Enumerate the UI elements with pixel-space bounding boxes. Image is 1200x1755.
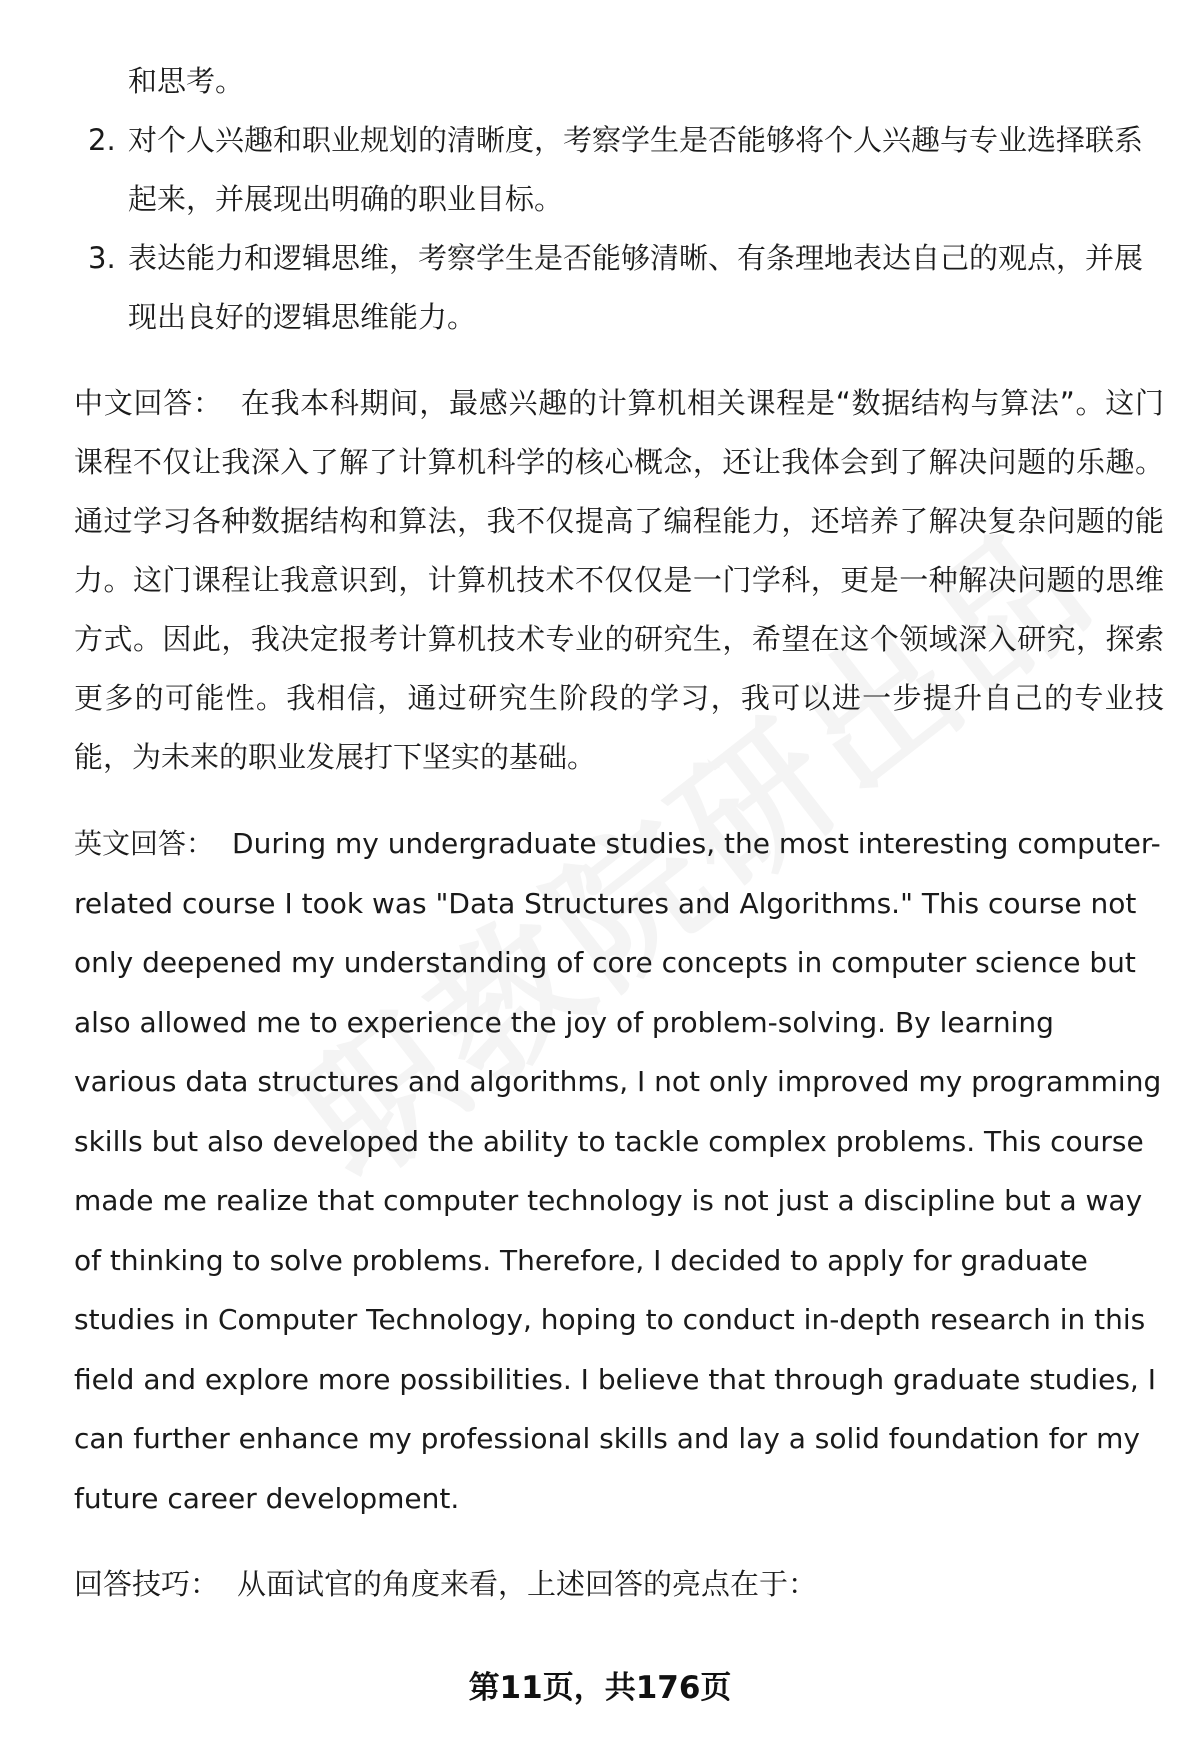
english-answer-label: 英文回答： xyxy=(74,827,215,860)
page-number-footer: 第11页，共176页 xyxy=(468,1670,732,1706)
list-item-text: 对个人兴趣和职业规划的清晰度，考察学生是否能够将个人兴趣与专业选择联系起来，并展现出明确的职业目标。 xyxy=(128,123,1144,216)
page-content xyxy=(74,52,1164,1614)
list-item-number: 2. xyxy=(88,123,116,157)
answer-tips-paragraph xyxy=(74,1555,1164,1614)
answer-tips-text: 从面试官的角度来看，上述回答的亮点在于： xyxy=(237,1567,818,1601)
chinese-answer-paragraph xyxy=(74,374,1164,787)
answer-tips-label: 回答技巧： xyxy=(74,1567,220,1601)
list-item-text: 表达能力和逻辑思维，考察学生是否能够清晰、有条理地表达自己的观点，并展现出良好的逻辑思维能力。 xyxy=(128,241,1144,334)
chinese-answer-label: 中文回答： xyxy=(74,386,223,420)
list-continuation-text: 和思考。 xyxy=(128,64,245,98)
criteria-list-item xyxy=(74,229,1164,347)
english-answer-text: During my undergraduate studies, the most interesting computer-related course I took was "Data Structures and Algorithms." This course not only deepened my understanding of core concepts in computer science but also allowed me to experience the joy of problem-solving. By learning various data structures and algorithms, I not only improved my programming skills but also developed the ability to tackle complex problems. This course made me realize that computer technology is not just a discipline but a way of thinking to solve problems. Therefore, I decided to apply for graduate studies in Computer Technology, hoping to conduct in-depth research in this field and explore more possibilities. I believe that through graduate studies, I can further enhance my professional skills and lay a solid foundation for my future career development. xyxy=(74,827,1162,1515)
criteria-list-item xyxy=(74,111,1164,229)
chinese-answer-text: 在我本科期间，最感兴趣的计算机相关课程是“数据结构与算法”。这门课程不仅让我深入了解了计算机科学的核心概念，还让我体会到了解决问题的乐趣。通过学习各种数据结构和算法，我不仅提高了编程能力，还培养了解决复杂问题的能力。这门课程让我意识到，计算机技术不仅仅是一门学科，更是一种解决问题的思维方式。因此，我决定报考计算机技术专业的研究生，希望在这个领域深入研究，探索更多的可能性。我相信，通过研究生阶段的学习，我可以进一步提升自己的专业技能，为未来的职业发展打下坚实的基础。 xyxy=(74,386,1164,774)
english-answer-paragraph xyxy=(74,814,1164,1528)
list-item-number: 3. xyxy=(88,241,116,275)
